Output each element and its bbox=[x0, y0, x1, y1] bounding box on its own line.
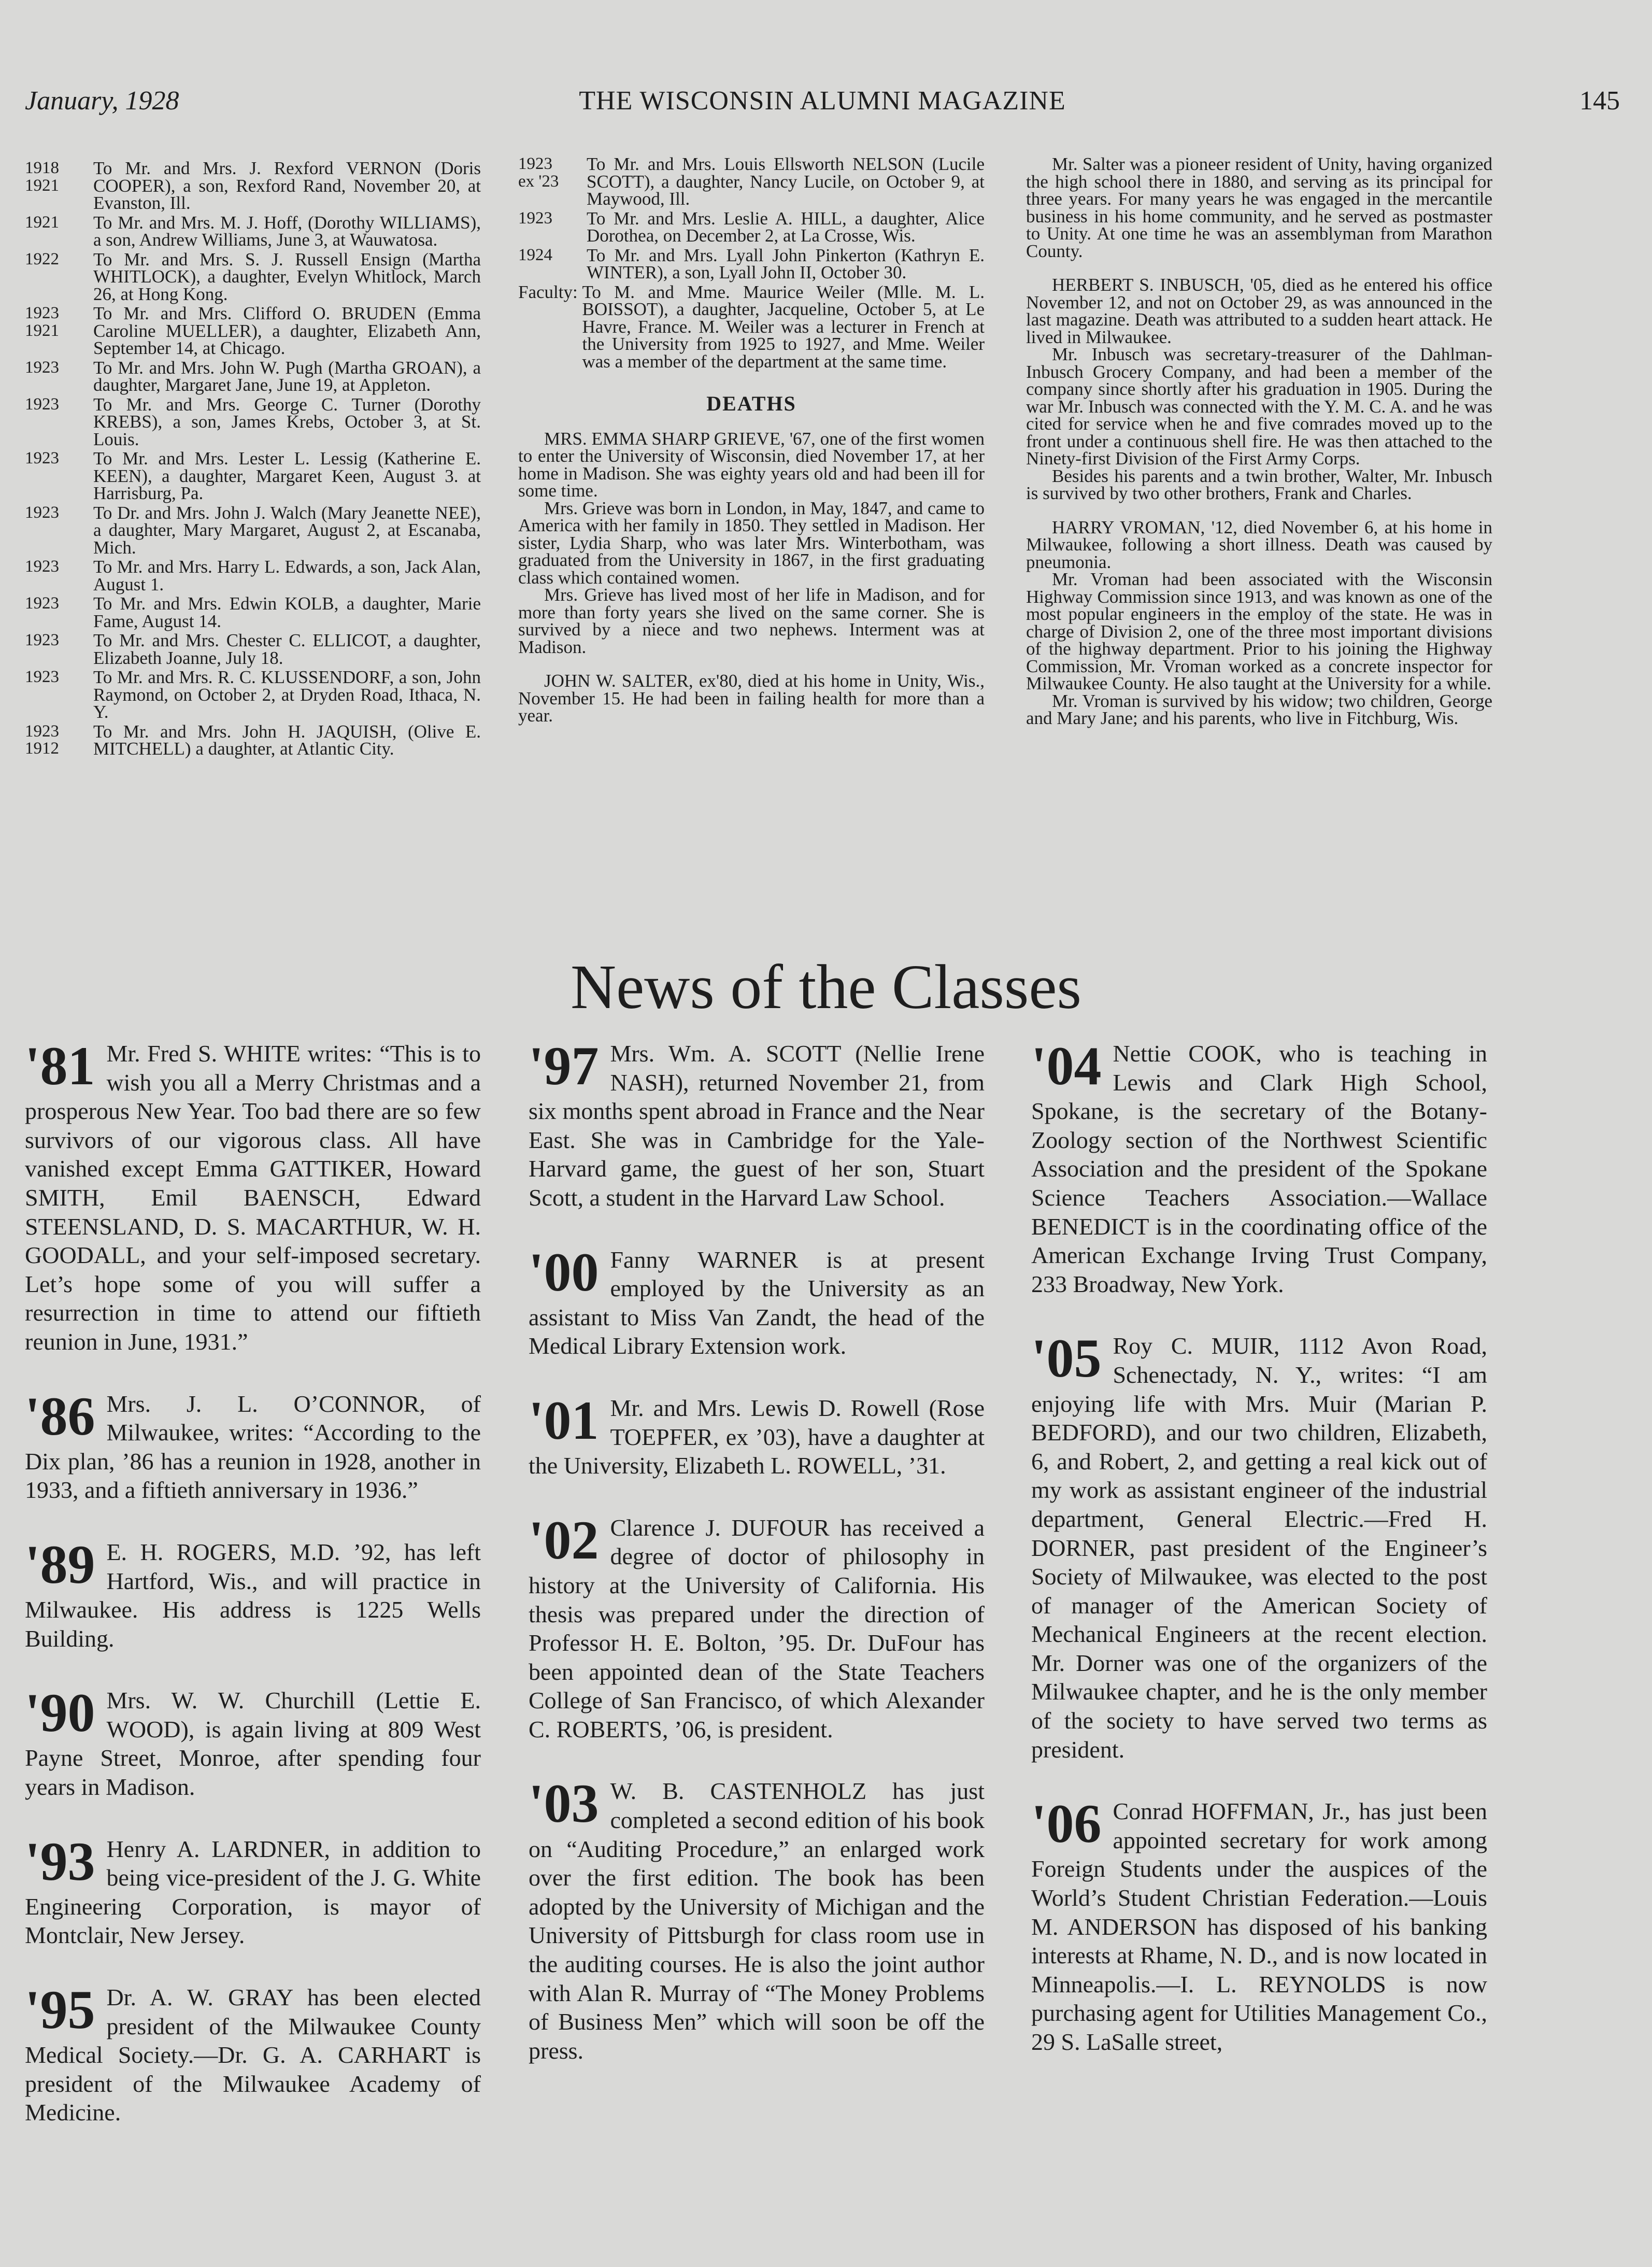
class-note bbox=[529, 1394, 985, 1480]
birth-text: To Mr. and Mrs. Edwin KOLB, a daughter, Marie Fame, August 14. bbox=[93, 593, 481, 631]
class-note bbox=[1031, 1331, 1487, 1764]
class-note-text: Mrs. J. L. O’CONNOR, of Milwaukee, writes: “According to the Dix plan, ’86 has a reunion in 1928, another in 1933, and a fiftieth anniversary in 1936.” bbox=[25, 1390, 481, 1504]
class-year: '00 bbox=[529, 1245, 599, 1302]
birth-text: To Mr. and Mrs. Louis Ellsworth NELSON (Lucile SCOTT), a daughter, Nancy Lucile, on October 9, at Maywood, Ill. bbox=[587, 154, 985, 209]
class-note-text: Mrs. Wm. A. SCOTT (Nellie Irene NASH), returned November 21, from six months spent abroad in France and the Near East. She was in Cambridge for the Yale-Harvard game, the guest of her son, Stuart Scott, a student in the Harvard Law School. bbox=[529, 1040, 985, 1211]
class-years: 1923 bbox=[25, 668, 59, 686]
births-column-1 bbox=[25, 160, 481, 760]
class-note bbox=[529, 1245, 985, 1361]
obituary-paragraph: Besides his parents and a twin brother, Walter, Mr. Inbusch is survived by two other brothers, Frank and Charles. bbox=[1026, 465, 1492, 503]
class-year: '97 bbox=[529, 1039, 599, 1096]
class-year: '05 bbox=[1031, 1331, 1102, 1389]
birth-entry bbox=[25, 595, 481, 630]
class-year: '01 bbox=[529, 1393, 599, 1451]
birth-entry bbox=[25, 214, 481, 249]
birth-entry bbox=[25, 669, 481, 721]
magazine-title: THE WISCONSIN ALUMNI MAGAZINE bbox=[579, 86, 1066, 116]
class-note-text: Mrs. W. W. Churchill (Lettie E. WOOD), is again living at 809 West Payne Street, Monroe, after spending four years in Madison. bbox=[25, 1687, 481, 1801]
class-year: '90 bbox=[25, 1686, 95, 1744]
class-year: '06 bbox=[1031, 1797, 1102, 1854]
birth-text: To Mr. and Mrs. J. Rexford VERNON (Doris COOPER), a son, Rexford Rand, November 20, at Evanston, Ill. bbox=[93, 158, 481, 213]
obituary-paragraph: Mr. Vroman is survived by his widow; two children, George and Mary Jane; and his parents, who live in Fitchburg, Wis. bbox=[1026, 690, 1492, 728]
class-note-text: Mr. and Mrs. Lewis D. Rowell (Rose TOEPFER, ex ’03), have a daughter at the University, Elizabeth L. ROWELL, ’31. bbox=[529, 1394, 985, 1479]
birth-entry bbox=[25, 396, 481, 448]
class-note-text: Clarence J. DUFOUR has received a degree of doctor of philosophy in history at the University of California. His thesis was prepared under the direction of Professor H. E. Bolton, ’95. Dr. DuFour has been appointed dean of the State Teachers College of San Francisco, of which Alexander C. ROBERTS, ’06, is president. bbox=[529, 1514, 985, 1742]
birth-entry bbox=[25, 450, 481, 502]
obituary-paragraph: Mr. Inbusch was secretary-treasurer of the Dahlman-Inbusch Grocery Company, and had been a member of the company since shortly after his graduation in 1905. During the war Mr. Inbusch was connected with the Y. M. C. A. and he was cited for service when he and five comrades moved up to the front under a continuous shell fire. He was then attached to the Ninety-first Division of the First Army Corps. bbox=[1026, 344, 1492, 469]
birth-text: To Mr. and Mrs. Harry L. Edwards, a son, Jack Alan, August 1. bbox=[93, 557, 481, 594]
obituary-paragraph: Mr. Vroman had been associated with the Wisconsin Highway Commission since 1913, and was known as one of the most popular engineers in the employ of the state. He was in charge of Division 2, one of the three most important divisions of the highway department. Prior to his joining the Highway Commission, Mr. Vroman worked as a concrete inspector for Milwaukee County. He also taught at the University for a while. bbox=[1026, 569, 1492, 693]
class-year: '03 bbox=[529, 1777, 599, 1834]
births-deaths-column-2 bbox=[518, 155, 985, 741]
birth-text: To Mr. and Mrs. Clifford O. BRUDEN (Emma Caroline MUELLER), a daughter, Elizabeth Ann, September 14, at Chicago. bbox=[93, 303, 481, 358]
class-note-text: Mr. Fred S. WHITE writes: “This is to wish you all a Merry Christmas and a prosperous New Year. Too bad there are so few survivors of our vigorous class. All have vanished except Emma GATTIKER, Howard SMITH, Emil BAENSCH, Edward STEENSLAND, D. S. MACARTHUR, W. H. GOODALL, and your self-imposed secretary. Let’s hope some of you will suffer a resurrection in time to attend our fiftieth reunion in June, 1931.” bbox=[25, 1040, 481, 1355]
birth-entry bbox=[518, 155, 985, 208]
class-note-text: Conrad HOFFMAN, Jr., has just been appointed secretary for work among Foreign Students under the auspices of the World’s Student Christian Federation.—Louis M. ANDERSON has disposed of his banking interests at Rhame, N. D., and is now located in Minneapolis.—I. L. REYNOLDS is now purchasing agent for Utilities Management Co., 29 S. LaSalle street, bbox=[1031, 1798, 1487, 2055]
class-note bbox=[529, 1513, 985, 1744]
class-years: 1923 bbox=[25, 557, 59, 576]
class-years: 1918 1921 bbox=[25, 159, 59, 195]
deaths-heading: DEATHS bbox=[706, 392, 796, 415]
class-note bbox=[1031, 1797, 1487, 2056]
class-note bbox=[529, 1039, 985, 1212]
birth-text: To Mr. and Mrs. M. J. Hoff, (Dorothy WILLIAMS), a son, Andrew Williams, June 3, at Wauwatosa. bbox=[93, 212, 481, 250]
class-year: '89 bbox=[25, 1537, 95, 1595]
obituary-inbusch bbox=[1026, 276, 1492, 502]
class-year: '86 bbox=[25, 1389, 95, 1447]
page-number: 145 bbox=[1579, 86, 1620, 116]
obituary-paragraph: Mrs. Grieve has lived most of her life in Madison, and for more than forty years she lived on the same corner. She is survived by a niece and two nephews. Interment was at Madison. bbox=[518, 585, 985, 657]
birth-entry bbox=[25, 558, 481, 593]
obituary-salter-continued bbox=[1026, 155, 1492, 260]
obituary-vroman bbox=[1026, 519, 1492, 727]
birth-text: To Mr. and Mrs. Chester C. ELLICOT, a daughter, Elizabeth Joanne, July 18. bbox=[93, 630, 481, 668]
class-note bbox=[25, 1983, 481, 2127]
obituary-paragraph: JOHN W. SALTER, ex'80, died at his home in Unity, Wis., November 15. He had been in failing health for more than a year. bbox=[518, 671, 985, 726]
class-years: 1924 bbox=[518, 245, 552, 264]
birth-text: To Mr. and Mrs. John W. Pugh (Martha GROAN), a daughter, Margaret Jane, June 19, at Appleton. bbox=[93, 357, 481, 395]
class-note-text: Fanny WARNER is at present employed by the University as an assistant to Miss Van Zandt, the head of the Medical Library Extension work. bbox=[529, 1246, 985, 1359]
faculty-label: Faculty: bbox=[518, 281, 578, 302]
class-years: 1923 bbox=[25, 503, 59, 522]
issue-date: January, 1928 bbox=[25, 86, 179, 116]
birth-entry bbox=[25, 305, 481, 357]
birth-entry bbox=[518, 210, 985, 245]
birth-text: To Mr. and Mrs. Lester L. Lessig (Katherine E. KEEN), a daughter, Margaret Keen, August 3. at Harrisburg, Pa. bbox=[93, 448, 481, 503]
obituary-paragraph: MRS. EMMA SHARP GRIEVE, '67, one of the first women to enter the University of Wisconsin, died November 17, at her home in Madison. She was eighty years old and had been ill for some time. bbox=[518, 428, 985, 501]
birth-entry bbox=[518, 247, 985, 281]
birth-text: To Mr. and Mrs. John H. JAQUISH, (Olive E. MITCHELL) a daughter, at Atlantic City. bbox=[93, 721, 481, 759]
class-note bbox=[25, 1538, 481, 1653]
class-years: 1923 bbox=[25, 631, 59, 649]
classes-column-3 bbox=[1031, 1039, 1487, 2090]
class-note bbox=[1031, 1039, 1487, 1298]
faculty-text: To M. and Mme. Maurice Weiler (Mlle. M. L. BOISSOT), a daughter, Jacqueline, October 5, at Le Havre, France. M. Weiler was a lecturer in French at the University from 1925 to 1927, and Mme. Weiler was a member of the department at the same time. bbox=[582, 281, 985, 372]
class-note bbox=[25, 1835, 481, 1950]
obituary-paragraph: HARRY VROMAN, '12, died November 6, at his home in Milwaukee, following a short illness. Death was caused by pneumonia. bbox=[1026, 517, 1492, 572]
class-note bbox=[25, 1039, 481, 1356]
class-years: 1921 bbox=[25, 212, 59, 232]
class-year: '02 bbox=[529, 1513, 599, 1570]
class-years: 1922 bbox=[25, 249, 59, 268]
deaths-column-3 bbox=[1026, 155, 1492, 744]
class-note-text: Nettie COOK, who is teaching in Lewis and Clark High School, Spokane, is the secretary of the Botany-Zoology section of the Northwest Scientific Association and the president of the Spokane Science Teachers Association.—Wallace BENEDICT is in the coordinating office of the American Exchange Irving Trust Company, 233 Broadway, New York. bbox=[1031, 1040, 1487, 1297]
birth-entry bbox=[25, 504, 481, 557]
birth-text: To Dr. and Mrs. John J. Walch (Mary Jeanette NEE), a daughter, Mary Margaret, August 2, at Escanaba, Mich. bbox=[93, 502, 481, 558]
class-note-text: Dr. A. W. GRAY has been elected president of the Milwaukee County Medical Society.—Dr. G. A. CARHART is president of the Milwaukee Academy of Medicine. bbox=[25, 1984, 481, 2126]
class-year: '04 bbox=[1031, 1039, 1102, 1096]
class-note-text: E. H. ROGERS, M.D. ’92, has left Hartford, Wis., and will practice in Milwaukee. His address is 1225 Wells Building. bbox=[25, 1538, 481, 1652]
birth-entry bbox=[25, 723, 481, 758]
classes-column-2 bbox=[529, 1039, 985, 2098]
class-years: 1923 1912 bbox=[25, 721, 59, 758]
class-note bbox=[25, 1686, 481, 1801]
class-years: 1923 bbox=[25, 449, 59, 467]
news-of-the-classes-heading: News of the Classes bbox=[570, 952, 1081, 1022]
birth-entry bbox=[25, 160, 481, 212]
birth-entry bbox=[25, 359, 481, 394]
class-note-text: Henry A. LARDNER, in addition to being vice-president of the J. G. White Engineering Corporation, is mayor of Montclair, New Jersey. bbox=[25, 1835, 481, 1949]
obituary-salter bbox=[518, 672, 985, 725]
class-year: '95 bbox=[25, 1983, 95, 2041]
obituary-paragraph: Mrs. Grieve was born in London, in May, 1847, and came to America with her family in 1850. They settled in Madison. Her sister, Lydia Sharp, who was later Mrs. Winterbotham, was graduated from the University in 1867, in the first graduating class which contained women. bbox=[518, 498, 985, 588]
birth-entry bbox=[25, 632, 481, 667]
class-note-text: Roy C. MUIR, 1112 Avon Road, Schenectady, N. Y., writes: “I am enjoying life with Mrs. Muir (Marian P. BEDFORD), and our two children, Elizabeth, 6, and Robert, 2, and getting a real kick out of my work as assistant engineer of the industrial department, General Electric.—Fred H. DORNER, past president of the Engineer’s Society of Milwaukee, was elected to the post of manager of the American Society of Mechanical Engineers at the recent election. Mr. Dorner was one of the organizers of the Milwaukee chapter, and he is the only member of the society to have served two terms as president. bbox=[1031, 1333, 1487, 1763]
class-year: '81 bbox=[25, 1039, 95, 1096]
class-years: 1923 ex '23 bbox=[518, 154, 559, 191]
birth-text: To Mr. and Mrs. R. C. KLUSSENDORF, a son, John Raymond, on October 2, at Dryden Road, Ithaca, N. Y. bbox=[93, 667, 481, 722]
class-years: 1923 bbox=[25, 358, 59, 377]
birth-text: To Mr. and Mrs. S. J. Russell Ensign (Martha WHITLOCK), a daughter, Evelyn Whitlock, March 26, at Hong Kong. bbox=[93, 249, 481, 304]
class-note-text: W. B. CASTENHOLZ has just completed a second edition of his book on “Auditing Procedure,” an enlarged work over the first edition. The book has been adopted by the University of Michigan and the University of Pittsburgh for class room use in the auditing courses. He is also the joint author with Alan R. Murray of “The Money Problems of Business Men” which will soon be off the press. bbox=[529, 1778, 985, 2064]
class-note bbox=[25, 1390, 481, 1505]
obituary-paragraph: Mr. Salter was a pioneer resident of Unity, having organized the high school there in 1880, and serving as its principal for three years. For many years he was engaged in the mercantile business in his home community, and he served as postmaster to Unity. At one time he was an assemblyman from Marathon County. bbox=[1026, 154, 1492, 261]
obituary-paragraph: HERBERT S. INBUSCH, '05, died as he entered his office November 12, and not on October 29, as was announced in the last magazine. Death was attributed to a sudden heart attack. He lived in Milwaukee. bbox=[1026, 275, 1492, 347]
obituary-grieve bbox=[518, 430, 985, 656]
class-note bbox=[529, 1777, 985, 2065]
faculty-birth-entry bbox=[518, 281, 985, 372]
birth-text: To Mr. and Mrs. Leslie A. HILL, a daughter, Alice Dorothea, on December 2, at La Crosse, Wis. bbox=[587, 208, 985, 246]
class-years: 1923 bbox=[25, 394, 59, 414]
birth-text: To Mr. and Mrs. George C. Turner (Dorothy KREBS), a son, James Krebs, October 3, at St. Louis. bbox=[93, 394, 481, 449]
class-years: 1923 bbox=[25, 594, 59, 613]
classes-column-1 bbox=[25, 1039, 481, 2160]
class-years: 1923 bbox=[518, 208, 552, 228]
birth-entry bbox=[25, 251, 481, 303]
running-header bbox=[25, 86, 1620, 132]
birth-text: To Mr. and Mrs. Lyall John Pinkerton (Kathryn E. WINTER), a son, Lyall John II, October 30. bbox=[587, 245, 985, 282]
class-years: 1923 1921 bbox=[25, 304, 59, 340]
class-year: '93 bbox=[25, 1834, 95, 1892]
